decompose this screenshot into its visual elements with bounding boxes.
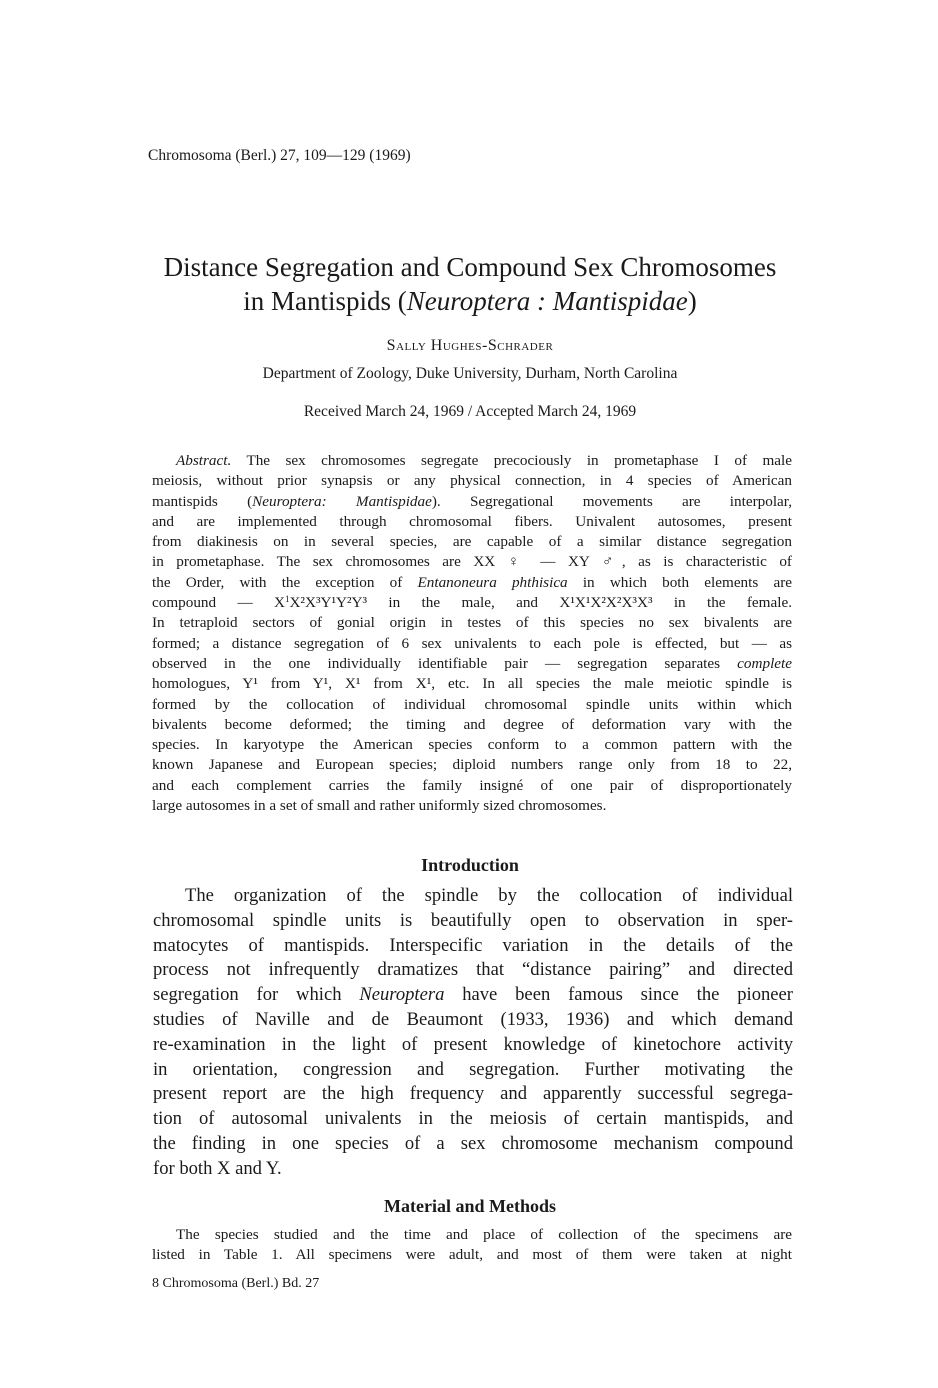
author-affiliation: Department of Zoology, Duke University, Durham, North Carolina [262,365,678,382]
title-line-2-suffix: ) [687,286,697,316]
abstract-text: The sex chromosomes segregate precociously in prometaphase I of male [246,452,792,469]
abstract-text: the Order, with the exception of [152,573,418,591]
intro-line: process not infrequently dramatizes that “distance pairing” and directed [153,959,793,981]
introduction-heading: Introduction [421,855,519,875]
abstract-text: mantispids ( [152,492,253,510]
abstract [152,451,792,816]
page-footer: 8 Chromosoma (Berl.) Bd. 27 [152,1276,320,1291]
abstract-text: in which both elements are [567,573,792,591]
received-accepted-dates: Received March 24, 1969 / Accepted March 24, 1969 [303,403,637,420]
abstract-line [152,451,792,471]
abstract-text: ). Segregational movements are interpolar, [431,492,793,510]
title-line-2-prefix: in Mantispids ( [243,286,407,316]
abstract-line: from diakinesis on in several species, are capable of a similar distance segregation [152,533,792,551]
abstract-line: formed by the collocation of individual chromosomal spindle units within which [152,695,792,713]
abstract-line [152,573,792,593]
intro-line: The organization of the spindle by the collocation of individual [185,885,793,906]
abstract-line: homologues, Y¹ from Y¹, X¹ from X¹, etc. In all species the male meiotic spindle is [152,675,792,693]
abstract-line: and are implemented through chromosomal fibers. Univalent autosomes, present [152,512,792,530]
abstract-line [152,593,792,613]
methods-heading: Material and Methods [384,1196,556,1216]
intro-line: in orientation, congression and segregation. Further motivating the [153,1058,793,1080]
author-name: Sally Hughes-Schrader [386,337,554,354]
intro-line: chromosomal spindle units is beautifully open to observation in sper- [153,909,793,931]
abstract-line: in prometaphase. The sex chromosomes are XX ♀ — XY ♂, as is characteristic of [152,553,792,571]
abstract-label: Abstract. [176,452,232,469]
abstract-text: compound — X [152,594,285,612]
abstract-line [152,492,792,512]
intro-line: the finding in one species of a sex chromosome mechanism compound [153,1132,793,1154]
abstract-line: large autosomes in a set of small and rather uniformly sized chromosomes. [152,797,607,815]
abstract-text: in the male, and X¹X¹X²X²X³X³ in the female. [367,594,792,612]
title-line-1: Distance Segregation and Compound Sex Chromosomes [163,252,777,282]
intro-line: for both X and Y. [153,1157,282,1179]
methods-line: listed in Table 1. All specimens were adult, and most of them were taken at night [152,1246,792,1264]
journal-reference: Chromosoma (Berl.) 27, 109—129 (1969) [148,147,411,164]
abstract-line: In tetraploid sectors of gonial origin in testes of this species no sex bivalents are [152,614,792,632]
introduction-body [153,884,793,1182]
intro-line: re-examination in the light of present knowledge of kinetochore activity [153,1033,793,1055]
abstract-formula: X²X³Y¹Y²Y³ [289,594,368,612]
abstract-line: formed; a distance segregation of 6 sex univalents to each pole is effected, but — as [152,634,792,652]
intro-text: have been famous since the pioneer [444,984,793,1006]
abstract-line: known Japanese and European species; diploid numbers range only from 18 to 22, [152,756,792,774]
abstract-line: species. In karyotype the American species conform to a common pattern with the [152,736,792,754]
abstract-text: observed in the one individually identifiable pair — segregation separates [152,654,738,672]
intro-line: present report are the high frequency and apparently successful segrega- [153,1083,793,1105]
abstract-line: and each complement carries the family insigné of one pair of disproportionately [152,776,792,794]
intro-line [153,983,793,1008]
superscript: 1 [284,594,290,605]
intro-line: studies of Naville and de Beaumont (1933, 1936) and which demand [153,1008,793,1030]
intro-text: segregation for which [153,984,360,1006]
title-line-2-taxon: Neuroptera : Mantispidae [406,286,688,316]
intro-line: matocytes of mantispids. Interspecific variation in the details of the [153,934,793,956]
intro-line: tion of autosomal univalents in the meiosis of certain mantispids, and [153,1108,793,1130]
methods-line: The species studied and the time and place of collection of the specimens are [176,1226,792,1243]
abstract-line [152,654,792,674]
abstract-line: meiosis, without prior synapsis or any physical connection, in 4 species of American [152,472,792,490]
title-line-2 [120,284,820,318]
abstract-species: Entanoneura phthisica [417,573,568,591]
methods-body [152,1225,792,1266]
abstract-emphasis: complete [737,654,792,672]
abstract-taxon: Neuroptera: Mantispidae [252,492,432,510]
intro-taxon: Neuroptera [359,984,445,1006]
abstract-line: bivalents become deformed; the timing and degree of deformation vary with the [152,715,792,733]
